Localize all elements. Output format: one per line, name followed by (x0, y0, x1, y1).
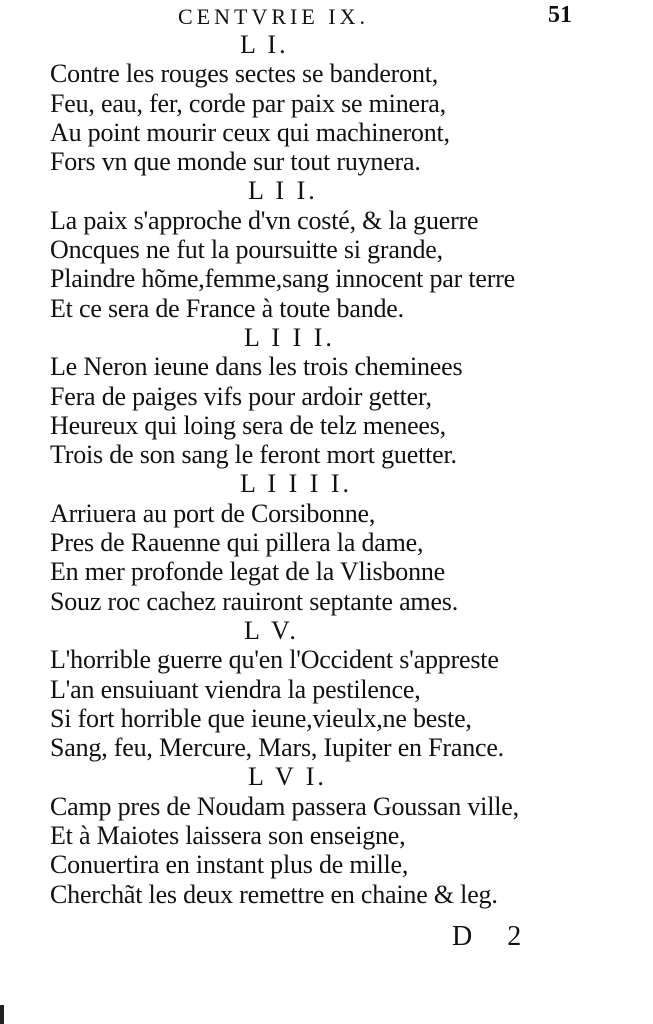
quatrain-number: L I I I I. (240, 469, 353, 499)
verse-line: Feu, eau, fer, corde par paix se minera, (50, 88, 446, 118)
quatrain-53 (50, 323, 620, 469)
verse-line: Sang, feu, Mercure, Mars, Iupiter en France. (50, 733, 504, 763)
quatrain-52 (50, 176, 620, 322)
verse-line: Oncques ne fut la poursuitte si grande, (50, 235, 443, 265)
verse-line: Et à Maiotes laissera son enseigne, (50, 821, 406, 851)
verse-line: Trois de son sang le feront mort guetter. (50, 440, 457, 470)
verse-line: Heureux qui loing sera de telz menees, (50, 410, 446, 440)
verse-line: Camp pres de Noudam passera Goussan ville, (50, 791, 519, 821)
verse-line: Pres de Rauenne qui pillera la dame, (50, 528, 424, 558)
quatrain-56 (50, 762, 620, 908)
verse-line: Conuertira en instant plus de mille, (50, 850, 409, 880)
verse-line: Souz roc cachez rauiront septante ames. (50, 586, 459, 616)
verse-line: L'horrible guerre qu'en l'Occident s'appreste (50, 645, 499, 675)
verse-line: L'an ensuiuant viendra la pestilence, (50, 674, 421, 704)
page-number: 51 (548, 2, 572, 28)
verse-line: Si fort horrible que ieune,vieulx,ne beste, (50, 703, 472, 733)
quatrain-51 (50, 30, 620, 176)
verse-line: Au point mourir ceux qui machineront, (50, 117, 450, 147)
quatrain-list (50, 30, 620, 909)
quatrain-number: L I I. (248, 176, 318, 206)
quatrain-number: L I I I. (244, 322, 335, 352)
verse-line: Fera de paiges vifs pour ardoir getter, (50, 381, 432, 411)
quatrain-54 (50, 469, 620, 615)
verse-line: En mer profonde legat de la Vlisbonne (50, 557, 446, 587)
quatrain-number: L V. (244, 615, 299, 645)
verse-line: La paix s'approche d'vn costé, & la guerre (50, 205, 479, 235)
quatrain-number: L I. (240, 30, 289, 59)
running-head: CENTVRIE IX. (178, 4, 369, 29)
verse-line: Plaindre hõme,femme,sang innocent par terre (50, 264, 515, 294)
quatrain-number: L V I. (248, 762, 327, 792)
quatrain-55 (50, 616, 620, 762)
verse-line: Le Neron ieune dans les trois cheminees (50, 352, 463, 382)
verse-line: Arriuera au port de Corsibonne, (50, 498, 376, 528)
verse-line: Cherchãt les deux remettre en chaine & leg. (50, 879, 498, 909)
verse-line: Fors vn que monde sur tout ruynera. (50, 147, 421, 177)
verse-line: Et ce sera de France à toute bande. (50, 293, 404, 323)
signature-mark: D 2 (452, 921, 536, 952)
verse-line: Contre les rouges sectes se banderont, (50, 59, 439, 89)
page-edge-mark (0, 1005, 4, 1024)
